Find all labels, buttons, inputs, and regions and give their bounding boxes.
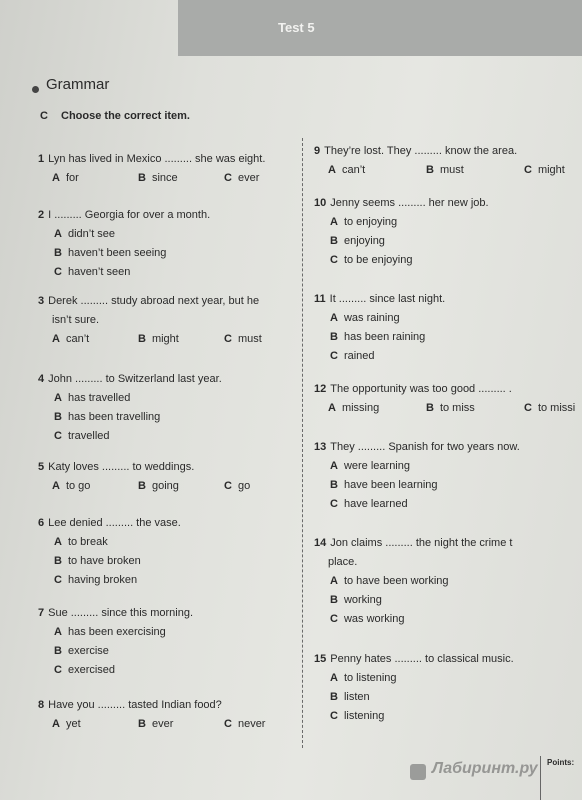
option-text: to have been working [343,575,449,587]
option-text: haven’t been seeing [67,247,167,259]
question-text: They’re lost. They ......... know the area. [324,145,518,157]
option-letter: B [138,480,146,492]
answer-options [314,309,445,366]
question-number: 10 [314,197,327,209]
option-letter: A [52,480,60,492]
answer-option[interactable] [224,330,310,349]
answer-options [314,399,582,418]
question-number: 8 [38,699,45,711]
question-6 [38,514,181,590]
option-text: didn’t see [67,228,116,240]
option-text: must [439,164,464,176]
answer-option[interactable] [138,715,224,734]
question-number: 3 [38,295,45,307]
option-letter: C [54,664,62,676]
exercise-letter: C [40,110,48,122]
answer-options [38,715,310,734]
answer-option[interactable] [138,477,224,496]
points-box [540,756,582,800]
question-13 [314,438,520,514]
question-1 [38,150,310,188]
question-stem [38,458,310,477]
option-letter: A [330,216,338,228]
answer-option[interactable] [426,161,524,180]
answer-options [38,389,222,446]
question-4 [38,370,222,446]
points-label: Points: [547,758,575,767]
question-8 [38,696,310,734]
question-number: 6 [38,517,45,529]
answer-options [314,457,520,514]
answer-option[interactable] [54,389,222,408]
bullet-icon [32,86,39,93]
question-text: The opportunity was too good ......... . [330,383,512,395]
option-text: having broken [67,574,138,586]
exercise-instruction [40,110,190,122]
option-letter: B [330,479,338,491]
question-10 [314,194,489,270]
answer-option[interactable] [54,408,222,427]
question-number: 4 [38,373,45,385]
option-text: to listening [343,672,397,684]
question-number: 12 [314,383,327,395]
answer-option[interactable] [138,330,224,349]
answer-option[interactable] [330,232,489,251]
question-text: Have you ......... tasted Indian food? [48,699,222,711]
answer-option[interactable] [330,707,514,726]
option-letter: C [54,430,62,442]
question-text: Katy loves ......... to weddings. [48,461,195,473]
question-stem [38,604,193,623]
answer-option[interactable] [54,552,181,571]
option-text: can’t [65,333,90,345]
option-text: never [237,718,266,730]
option-letter: C [54,266,62,278]
answer-option[interactable] [54,661,193,680]
answer-option[interactable] [426,399,524,418]
question-number: 13 [314,441,327,453]
answer-option[interactable] [330,688,514,707]
answer-option[interactable] [54,533,181,552]
question-stem [314,290,445,309]
question-text: Jon claims ......... the night the crime t [330,537,513,549]
option-letter: A [330,575,338,587]
question-stem [38,206,210,225]
watermark-logo-icon [410,764,426,780]
answer-option[interactable] [524,161,582,180]
question-number: 1 [38,153,45,165]
option-letter: A [54,392,62,404]
option-text: was raining [343,312,400,324]
question-7 [38,604,193,680]
option-letter: C [330,613,338,625]
question-stem [314,142,582,161]
option-text: have learned [343,498,408,510]
question-14 [314,534,512,629]
question-9 [314,142,582,180]
option-text: exercised [67,664,116,676]
option-text: for [65,172,79,184]
option-letter: B [330,331,338,343]
option-text: to missi [537,402,576,414]
option-text: missing [341,402,380,414]
answer-option[interactable] [138,169,224,188]
answer-option[interactable] [330,669,514,688]
option-letter: B [138,718,146,730]
answer-option[interactable] [52,169,138,188]
option-text: has been raining [343,331,426,343]
option-letter: A [52,333,60,345]
question-stem [314,438,520,457]
test-title: Test 5 [278,20,315,35]
option-text: can’t [341,164,366,176]
answer-option[interactable] [330,495,520,514]
answer-option[interactable] [330,251,489,270]
question-text-continued: place. [328,556,358,568]
option-text: was working [343,613,405,625]
option-text: has travelled [67,392,131,404]
question-text: Jenny seems ......... her new job. [330,197,489,209]
option-text: has been exercising [67,626,166,638]
answer-option[interactable] [330,476,520,495]
question-stem [314,380,582,399]
column-divider [302,138,303,748]
option-letter: C [524,402,532,414]
option-letter: A [52,718,60,730]
answer-option[interactable] [328,161,426,180]
option-letter: B [54,411,62,423]
answer-option[interactable] [54,427,222,446]
answer-options [314,669,514,726]
question-15 [314,650,514,726]
option-text: must [237,333,262,345]
answer-options [38,623,193,680]
answer-option[interactable] [330,457,520,476]
option-text: ever [237,172,260,184]
answer-option[interactable] [224,169,310,188]
answer-option[interactable] [54,263,210,282]
option-text: has been travelling [67,411,161,423]
option-text: to enjoying [343,216,398,228]
answer-options [314,213,489,270]
question-number: 11 [314,293,326,305]
answer-options [38,533,181,590]
question-text: Lyn has lived in Mexico ......... she was eight. [48,153,266,165]
option-letter: A [328,164,336,176]
answer-options [314,161,582,180]
question-stem [38,150,310,169]
option-letter: A [330,312,338,324]
option-letter: C [330,254,338,266]
option-letter: B [330,691,338,703]
question-stem [38,370,222,389]
question-number: 5 [38,461,45,473]
option-text: going [151,480,179,492]
option-text: yet [65,718,81,730]
question-stem [314,194,489,213]
answer-option[interactable] [330,572,512,591]
option-letter: B [330,235,338,247]
answer-option[interactable] [224,715,310,734]
option-letter: B [138,333,146,345]
question-stem [38,292,310,311]
question-12 [314,380,582,418]
answer-option[interactable] [330,347,445,366]
instruction-text: Choose the correct item. [61,110,190,122]
option-letter: C [330,710,338,722]
question-text: Lee denied ......... the vase. [48,517,181,529]
answer-option[interactable] [54,571,181,590]
option-letter: A [330,672,338,684]
option-letter: A [54,228,62,240]
question-11 [314,290,445,366]
option-letter: B [54,555,62,567]
question-text: I ......... Georgia for over a month. [48,209,211,221]
option-letter: B [426,402,434,414]
question-number: 14 [314,537,327,549]
option-letter: B [426,164,434,176]
option-letter: B [330,594,338,606]
question-number: 15 [314,653,327,665]
option-text: rained [343,350,375,362]
option-letter: C [54,574,62,586]
option-letter: C [524,164,532,176]
question-stem [314,534,512,553]
option-text: travelled [67,430,110,442]
question-text: Derek ......... study abroad next year, but he [48,295,260,307]
option-letter: C [330,350,338,362]
answer-option[interactable] [524,399,582,418]
option-text: to miss [439,402,475,414]
option-text: haven’t seen [67,266,131,278]
option-letter: A [54,536,62,548]
option-letter: C [224,718,232,730]
option-text: ever [151,718,174,730]
option-text: since [151,172,178,184]
test-header [178,0,582,56]
option-letter: B [138,172,146,184]
question-text: It ......... since last night. [329,293,446,305]
question-text-continued: isn’t sure. [52,314,100,326]
question-stem [38,696,310,715]
option-text: to have broken [67,555,141,567]
option-text: exercise [67,645,109,657]
answer-option[interactable] [54,642,193,661]
answer-option[interactable] [54,225,210,244]
question-text: Penny hates ......... to classical music. [330,653,514,665]
section-title: Grammar [46,76,110,93]
answer-option[interactable] [330,591,512,610]
option-letter: B [54,645,62,657]
question-text: John ......... to Switzerland last year. [48,373,222,385]
option-text: might [537,164,565,176]
answer-options [38,330,310,349]
option-letter: A [330,460,338,472]
option-letter: A [328,402,336,414]
answer-option[interactable] [330,328,445,347]
question-number: 9 [314,145,321,157]
question-text: Sue ......... since this morning. [48,607,194,619]
option-letter: C [330,498,338,510]
answer-option[interactable] [330,309,445,328]
question-number: 2 [38,209,45,221]
answer-option[interactable] [54,623,193,642]
option-text: to break [67,536,108,548]
answer-option[interactable] [224,477,310,496]
answer-option[interactable] [328,399,426,418]
question-3 [38,292,310,349]
option-text: enjoying [343,235,385,247]
option-text: to be enjoying [343,254,413,266]
answer-options [38,477,310,496]
answer-options [38,169,310,188]
question-2 [38,206,210,282]
answer-options [314,572,512,629]
answer-option[interactable] [52,330,138,349]
option-letter: C [224,333,232,345]
option-text: were learning [343,460,410,472]
option-text: might [151,333,179,345]
option-letter: C [224,172,232,184]
option-letter: C [224,480,232,492]
option-text: listening [343,710,385,722]
option-letter: B [54,247,62,259]
answer-option[interactable] [330,213,489,232]
question-stem [38,514,181,533]
option-text: listen [343,691,370,703]
answer-option[interactable] [330,610,512,629]
answer-option[interactable] [54,244,210,263]
answer-options [38,225,210,282]
option-text: have been learning [343,479,438,491]
question-5 [38,458,310,496]
question-number: 7 [38,607,45,619]
option-letter: A [54,626,62,638]
question-stem [314,650,514,669]
answer-option[interactable] [52,477,138,496]
question-text: They ......... Spanish for two years now. [330,441,520,453]
option-text: go [237,480,251,492]
answer-option[interactable] [52,715,138,734]
watermark: Лабиринт.ру [432,760,538,777]
option-text: to go [65,480,91,492]
option-letter: A [52,172,60,184]
option-text: working [343,594,382,606]
